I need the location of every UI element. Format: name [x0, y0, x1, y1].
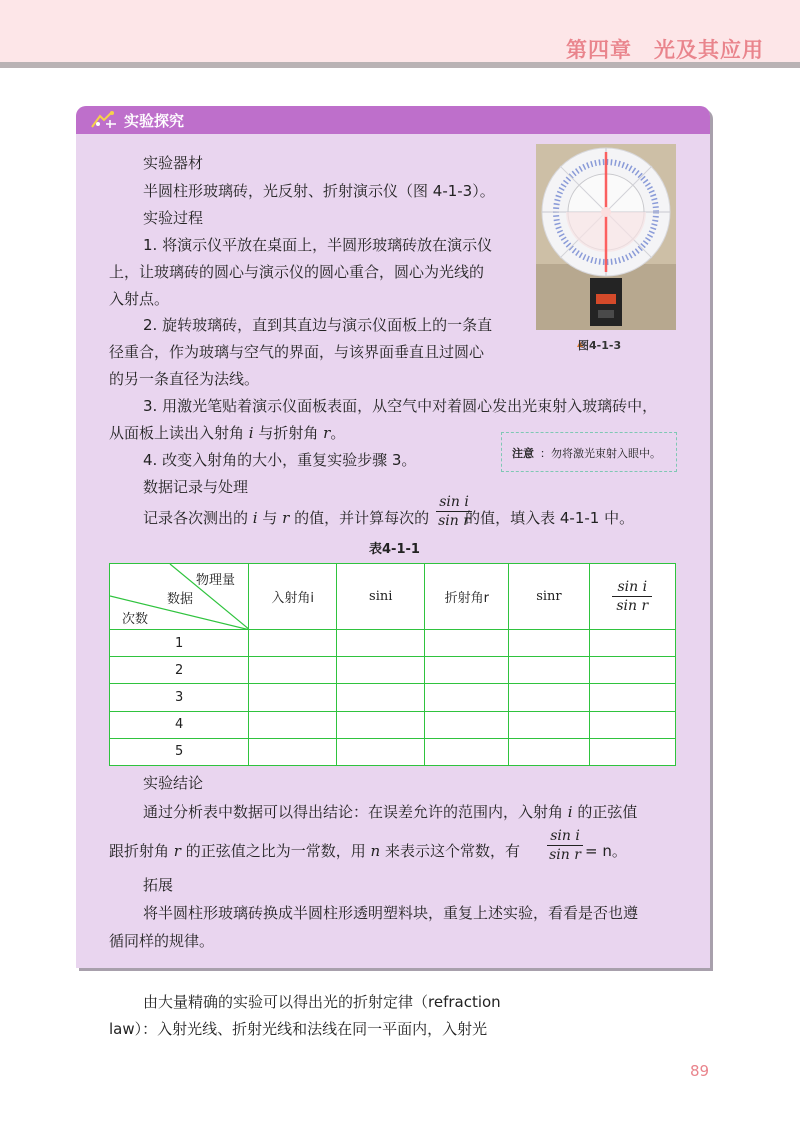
- body-line1: 由大量精确的实验可以得出光的折射定律（refraction: [143, 993, 501, 1011]
- extension-line2: 循同样的规律。: [109, 932, 215, 950]
- step4: 4. 改变入射角的大小，重复实验步骤 3。: [143, 451, 417, 469]
- header-ratio: [589, 564, 675, 630]
- corner-label-data: 数据: [167, 592, 194, 607]
- corner-label-quantity: 物理量: [196, 573, 236, 588]
- record-fraction: $\frac{\text{sin i}}{\text{sin r}}$: [436, 494, 472, 529]
- note-label: 注意: [512, 447, 534, 460]
- body-line2: law）：入射光线、折射光线和法线在同一平面内，入射光: [109, 1020, 488, 1038]
- step2-line2: 径重合，作为玻璃与空气的界面，与该界面垂直且过圆心: [109, 343, 485, 361]
- corner-cell: [110, 564, 249, 630]
- table-header-row: [110, 564, 676, 630]
- header-incident-angle: 入射角i: [249, 564, 337, 630]
- trial-number: 1: [110, 630, 249, 657]
- table-row: [110, 684, 676, 711]
- step1-line2: 上，让玻璃砖的圆心与演示仪的圆心重合，圆心为光线的: [109, 263, 485, 281]
- header-sin-i: sini: [337, 564, 425, 630]
- chapter-title: 第四章 光及其应用: [566, 38, 764, 62]
- conclusion-equals: = n。: [585, 842, 627, 860]
- extension-line1: 将半圆柱形玻璃砖换成半圆柱形透明塑料块，重复上述实验，看看是否也遵: [143, 904, 639, 922]
- header-refraction-angle: 折射角r: [425, 564, 509, 630]
- extension-heading: 拓展: [143, 876, 174, 894]
- conclusion-line2: 跟折射角 r 的正弦值之比为一常数，用 n 来表示这个常数，有: [109, 842, 520, 860]
- table-row: [110, 738, 676, 765]
- step1-line3: 入射点。: [109, 290, 170, 308]
- step2-line1: 2. 旋转玻璃砖，直到其直边与演示仪面板上的一条直: [143, 316, 493, 334]
- trial-number: 2: [110, 657, 249, 684]
- step3-line2: 从面板上读出入射角 i 与折射角 r。: [109, 424, 346, 442]
- conclusion-fraction: $\frac{\text{sin i}}{\text{sin r}}$: [547, 828, 583, 863]
- panel-title-bar: [76, 106, 710, 134]
- record-text: 记录各次测出的 i 与 r 的值，并计算每次的 的值，填入表 4-1-1 中。: [143, 509, 635, 527]
- ratio-numerator: sin i: [612, 579, 652, 597]
- table-title: 表4-1-1: [369, 542, 420, 557]
- table-row: [110, 657, 676, 684]
- note-text: ：勿将激光束射入眼中。: [540, 447, 661, 460]
- safety-note: [501, 432, 677, 472]
- equipment-heading: 实验器材: [143, 154, 204, 172]
- record-heading: 数据记录与处理: [143, 478, 249, 496]
- procedure-heading: 实验过程: [143, 209, 204, 227]
- data-table: [109, 563, 676, 766]
- conclusion-line1: 通过分析表中数据可以得出结论：在误差允许的范围内，入射角 i 的正弦值: [143, 803, 638, 821]
- panel-title: 实验探究: [124, 112, 185, 130]
- figure-photo: [536, 144, 676, 330]
- table-row: [110, 630, 676, 657]
- step1-line1: 1. 将演示仪平放在桌面上，半圆形玻璃砖放在演示仪: [143, 236, 493, 254]
- trial-number: 4: [110, 711, 249, 738]
- equipment-text: 半圆柱形玻璃砖，光反射、折射演示仪（图 4-1-3）。: [143, 182, 495, 200]
- microscope-icon: [90, 110, 120, 134]
- trial-number: 3: [110, 684, 249, 711]
- conclusion-heading: 实验结论: [143, 774, 204, 792]
- ratio-denominator: sin r: [616, 598, 649, 614]
- table-row: [110, 711, 676, 738]
- step3-line1: 3. 用激光笔贴着演示仪面板表面，从空气中对着圆心发出光束射入玻璃砖中，: [143, 397, 658, 415]
- corner-label-trial: 次数: [122, 612, 149, 627]
- step2-line3: 的另一条直径为法线。: [109, 370, 260, 388]
- figure-caption: 图4-1-3: [578, 339, 622, 352]
- trial-number: 5: [110, 738, 249, 765]
- header-sin-r: sinr: [509, 564, 589, 630]
- page-number: 89: [690, 1062, 710, 1080]
